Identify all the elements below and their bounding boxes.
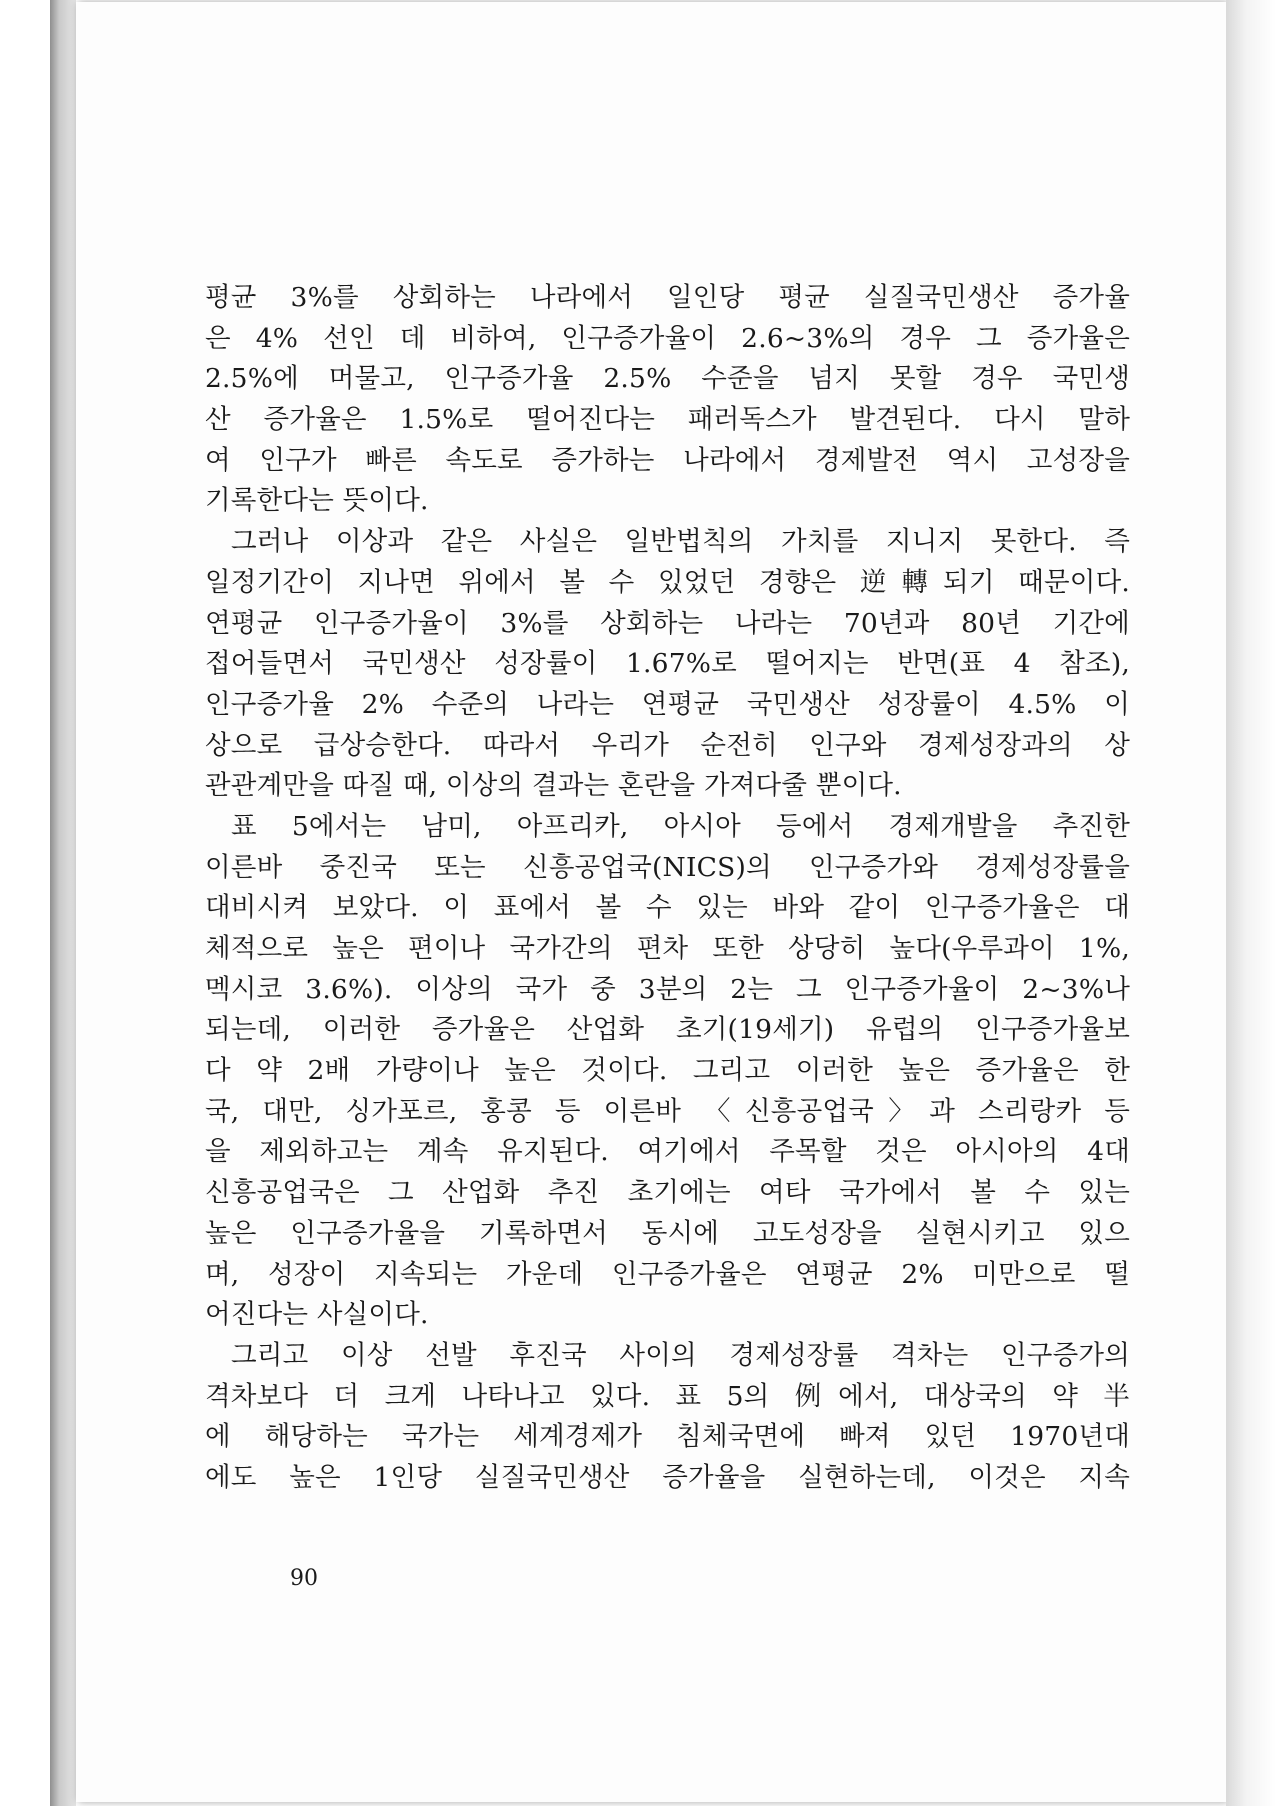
text-line: 산 증가율은 1.5%로 떨어진다는 패러독스가 발견된다. 다시 말하 (205, 404, 1130, 436)
text-line: 어진다는 사실이다. (205, 1299, 429, 1331)
text-line: 에도 높은 1인당 실질국민생산 증가율을 실현하는데, 이것은 지속 (205, 1461, 1130, 1493)
text-line: 은 4% 선인 데 비하여, 인구증가율이 2.6~3%의 경우 그 증가율은 (205, 322, 1130, 354)
text-line: 며, 성장이 지속되는 가운데 인구증가율은 연평균 2% 미만으로 떨 (205, 1258, 1130, 1290)
text-line: 표 5에서는 남미, 아프리카, 아시아 등에서 경제개발을 추진한 (231, 810, 1130, 842)
text-line: 멕시코 3.6%). 이상의 국가 중 3분의 2는 그 인구증가율이 2~3%나 (205, 973, 1130, 1005)
body-text (205, 278, 1130, 1499)
text-line: 연평균 인구증가율이 3%를 상회하는 나라는 70년과 80년 기간에 (205, 607, 1130, 639)
text-line: 상으로 급상승한다. 따라서 우리가 순전히 인구와 경제성장과의 상 (205, 729, 1130, 761)
text-line: 여 인구가 빠른 속도로 증가하는 나라에서 경제발전 역시 고성장을 (205, 444, 1130, 476)
text-line: 다 약 2배 가량이나 높은 것이다. 그리고 이러한 높은 증가율은 한 (205, 1055, 1130, 1087)
book-spine-edge (50, 0, 76, 1806)
text-line: 그리고 이상 선발 후진국 사이의 경제성장률 격차는 인구증가의 (231, 1339, 1130, 1371)
text-line: 체적으로 높은 편이나 국가간의 편차 또한 상당히 높다(우루과이 1%, (205, 933, 1130, 964)
text-line: 높은 인구증가율을 기록하면서 동시에 고도성장을 실현시키고 있으 (205, 1217, 1130, 1249)
text-line: 이른바 중진국 또는 신흥공업국(NICS)의 인구증가와 경제성장률을 (205, 851, 1130, 883)
page-right-shadow (1226, 0, 1276, 1806)
text-line: 격차보다 더 크게 나타나고 있다. 표 5의 例에서, 대상국의 약 半 (205, 1380, 1130, 1412)
page-number: 90 (290, 1566, 318, 1591)
text-line: 인구증가율 2% 수준의 나라는 연평균 국민생산 성장률이 4.5% 이 (205, 688, 1130, 720)
text-line: 기록한다는 뜻이다. (205, 485, 429, 517)
text-line: 그러나 이상과 같은 사실은 일반법칙의 가치를 지니지 못한다. 즉 (231, 526, 1130, 558)
text-line: 신흥공업국은 그 산업화 추진 초기에는 여타 국가에서 볼 수 있는 (205, 1177, 1130, 1209)
text-line: 되는데, 이러한 증가율은 산업화 초기(19세기) 유럽의 인구증가율보 (205, 1014, 1130, 1046)
text-line: 평균 3%를 상회하는 나라에서 일인당 평균 실질국민생산 증가율 (205, 282, 1130, 313)
text-line: 접어들면서 국민생산 성장률이 1.67%로 떨어지는 반면(표 4 참조), (205, 648, 1130, 680)
text-line: 일정기간이 지나면 위에서 볼 수 있었던 경향은 逆轉되기 때문이다. (205, 566, 1130, 598)
text-line: 국, 대만, 싱가포르, 홍콩 등 이른바 〈신흥공업국〉과 스리랑카 등 (205, 1095, 1130, 1127)
text-line: 에 해당하는 국가는 세계경제가 침체국면에 빠져 있던 1970년대 (205, 1421, 1130, 1453)
text-line: 을 제외하고는 계속 유지된다. 여기에서 주목할 것은 아시아의 4대 (205, 1136, 1130, 1168)
text-line: 대비시켜 보았다. 이 표에서 볼 수 있는 바와 같이 인구증가율은 대 (205, 892, 1130, 924)
text-line: 2.5%에 머물고, 인구증가율 2.5% 수준을 넘지 못할 경우 국민생 (205, 363, 1130, 395)
text-line: 관관계만을 따질 때, 이상의 결과는 혼란을 가져다줄 뿐이다. (205, 770, 902, 802)
